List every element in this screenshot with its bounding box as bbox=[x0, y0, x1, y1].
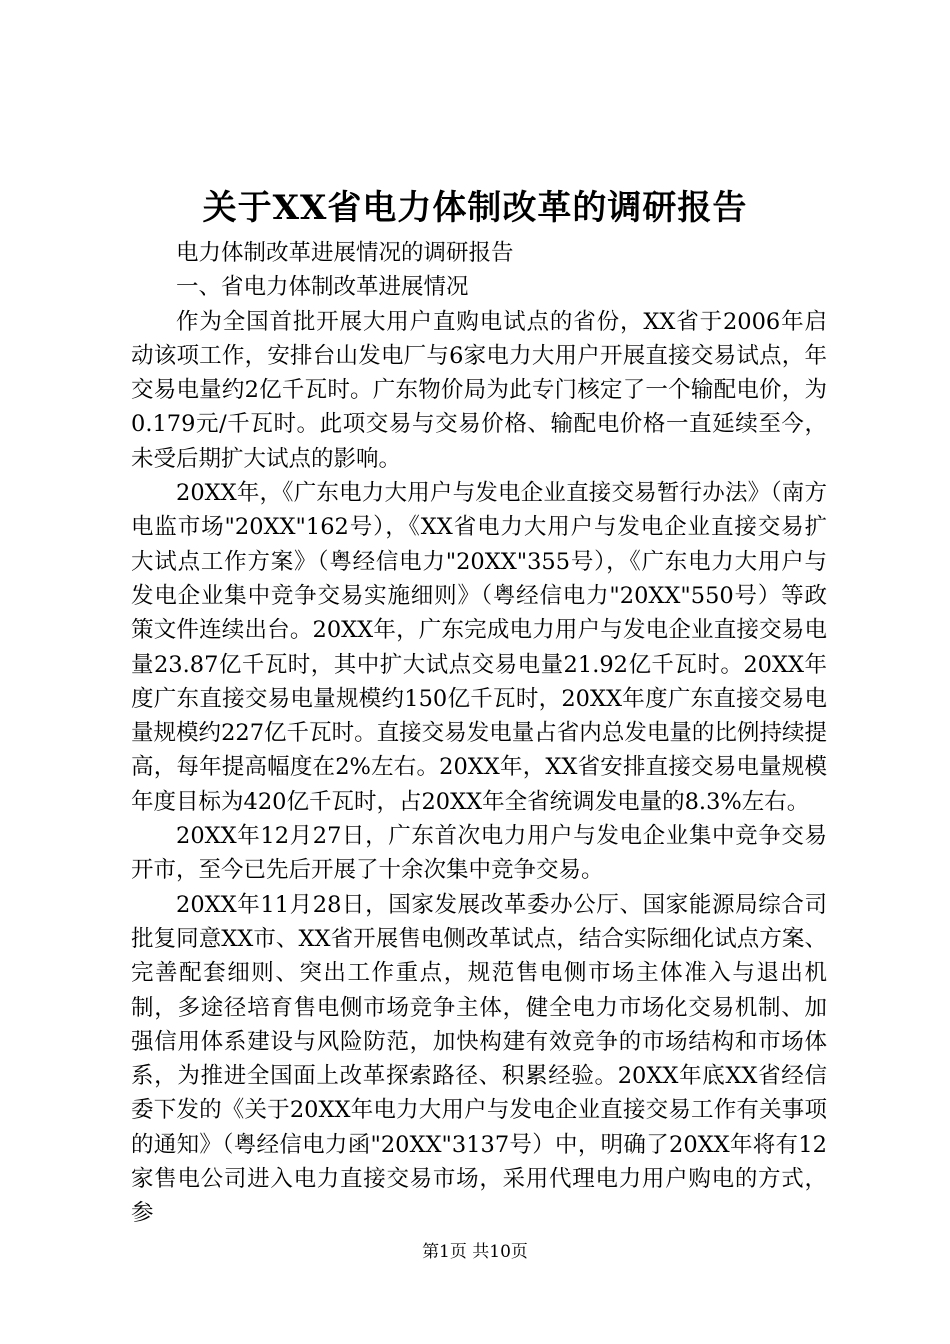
document-title: 关于XX省电力体制改革的调研报告 bbox=[202, 188, 748, 228]
body-paragraph: 作为全国首批开展大用户直购电试点的省份，XX省于2006年启动该项工作，安排台山发电厂与6家电力大用户开展直接交易试点，年交易电量约2亿千瓦时。广东物价局为此专门核定了一个输配电价，为0.179元/千瓦时。此项交易与交易价格、输配电价格一直延续至今，未受后期扩大试点的影响。 bbox=[131, 308, 827, 472]
body-paragraph: 20XX年12月27日，广东首次电力用户与发电企业集中竞争交易开市，至今已先后开展了十余次集中竞争交易。 bbox=[131, 823, 827, 884]
document-body bbox=[131, 236, 827, 1231]
subtitle-paragraph: 电力体制改革进展情况的调研报告 bbox=[176, 240, 514, 266]
body-paragraph: 20XX年，《广东电力大用户与发电企业直接交易暂行办法》（南方电监市场"20XX"162号），《XX省电力大用户与发电企业直接交易扩大试点工作方案》（粤经信电力"20XX"355号），《广东电力大用户与发电企业集中竞争交易实施细则》（粤经信电力"20XX"550号）等政策文件连续出台。20XX年，广东完成电力用户与发电企业直接交易电量23.87亿千瓦时，其中扩大试点交易电量21.92亿千瓦时。20XX年度广东直接交易电量规模约150亿千瓦时，20XX年度广东直接交易电量规模约227亿千瓦时。直接交易发电量占省内总发电量的比例持续提高，每年提高幅度在2%左右。20XX年，XX省安排直接交易电量规模年度目标为420亿千瓦时，占20XX年全省统调发电量的8.3%左右。 bbox=[131, 480, 827, 815]
page-footer: 第1页 共10页 bbox=[422, 1242, 528, 1262]
section-heading: 一、省电力体制改革进展情况 bbox=[176, 274, 469, 301]
body-paragraph: 20XX年11月28日，国家发展改革委办公厅、国家能源局综合司批复同意XX市、XX省开展售电侧改革试点，结合实际细化试点方案、完善配套细则、突出工作重点，规范售电侧市场主体准入与退出机制，多途径培育售电侧市场竞争主体，健全电力市场化交易机制、加强信用体系建设与风险防范，加快构建有效竞争的市场结构和市场体系，为推进全国面上改革探索路径、积累经验。20XX年底XX省经信委下发的《关于20XX年电力大用户与发电企业直接交易工作有关事项的通知》（粤经信电力函"20XX"3137号）中，明确了20XX年将有12家售电公司进入电力直接交易市场，采用代理电力用户购电的方式，参 bbox=[131, 891, 827, 1227]
